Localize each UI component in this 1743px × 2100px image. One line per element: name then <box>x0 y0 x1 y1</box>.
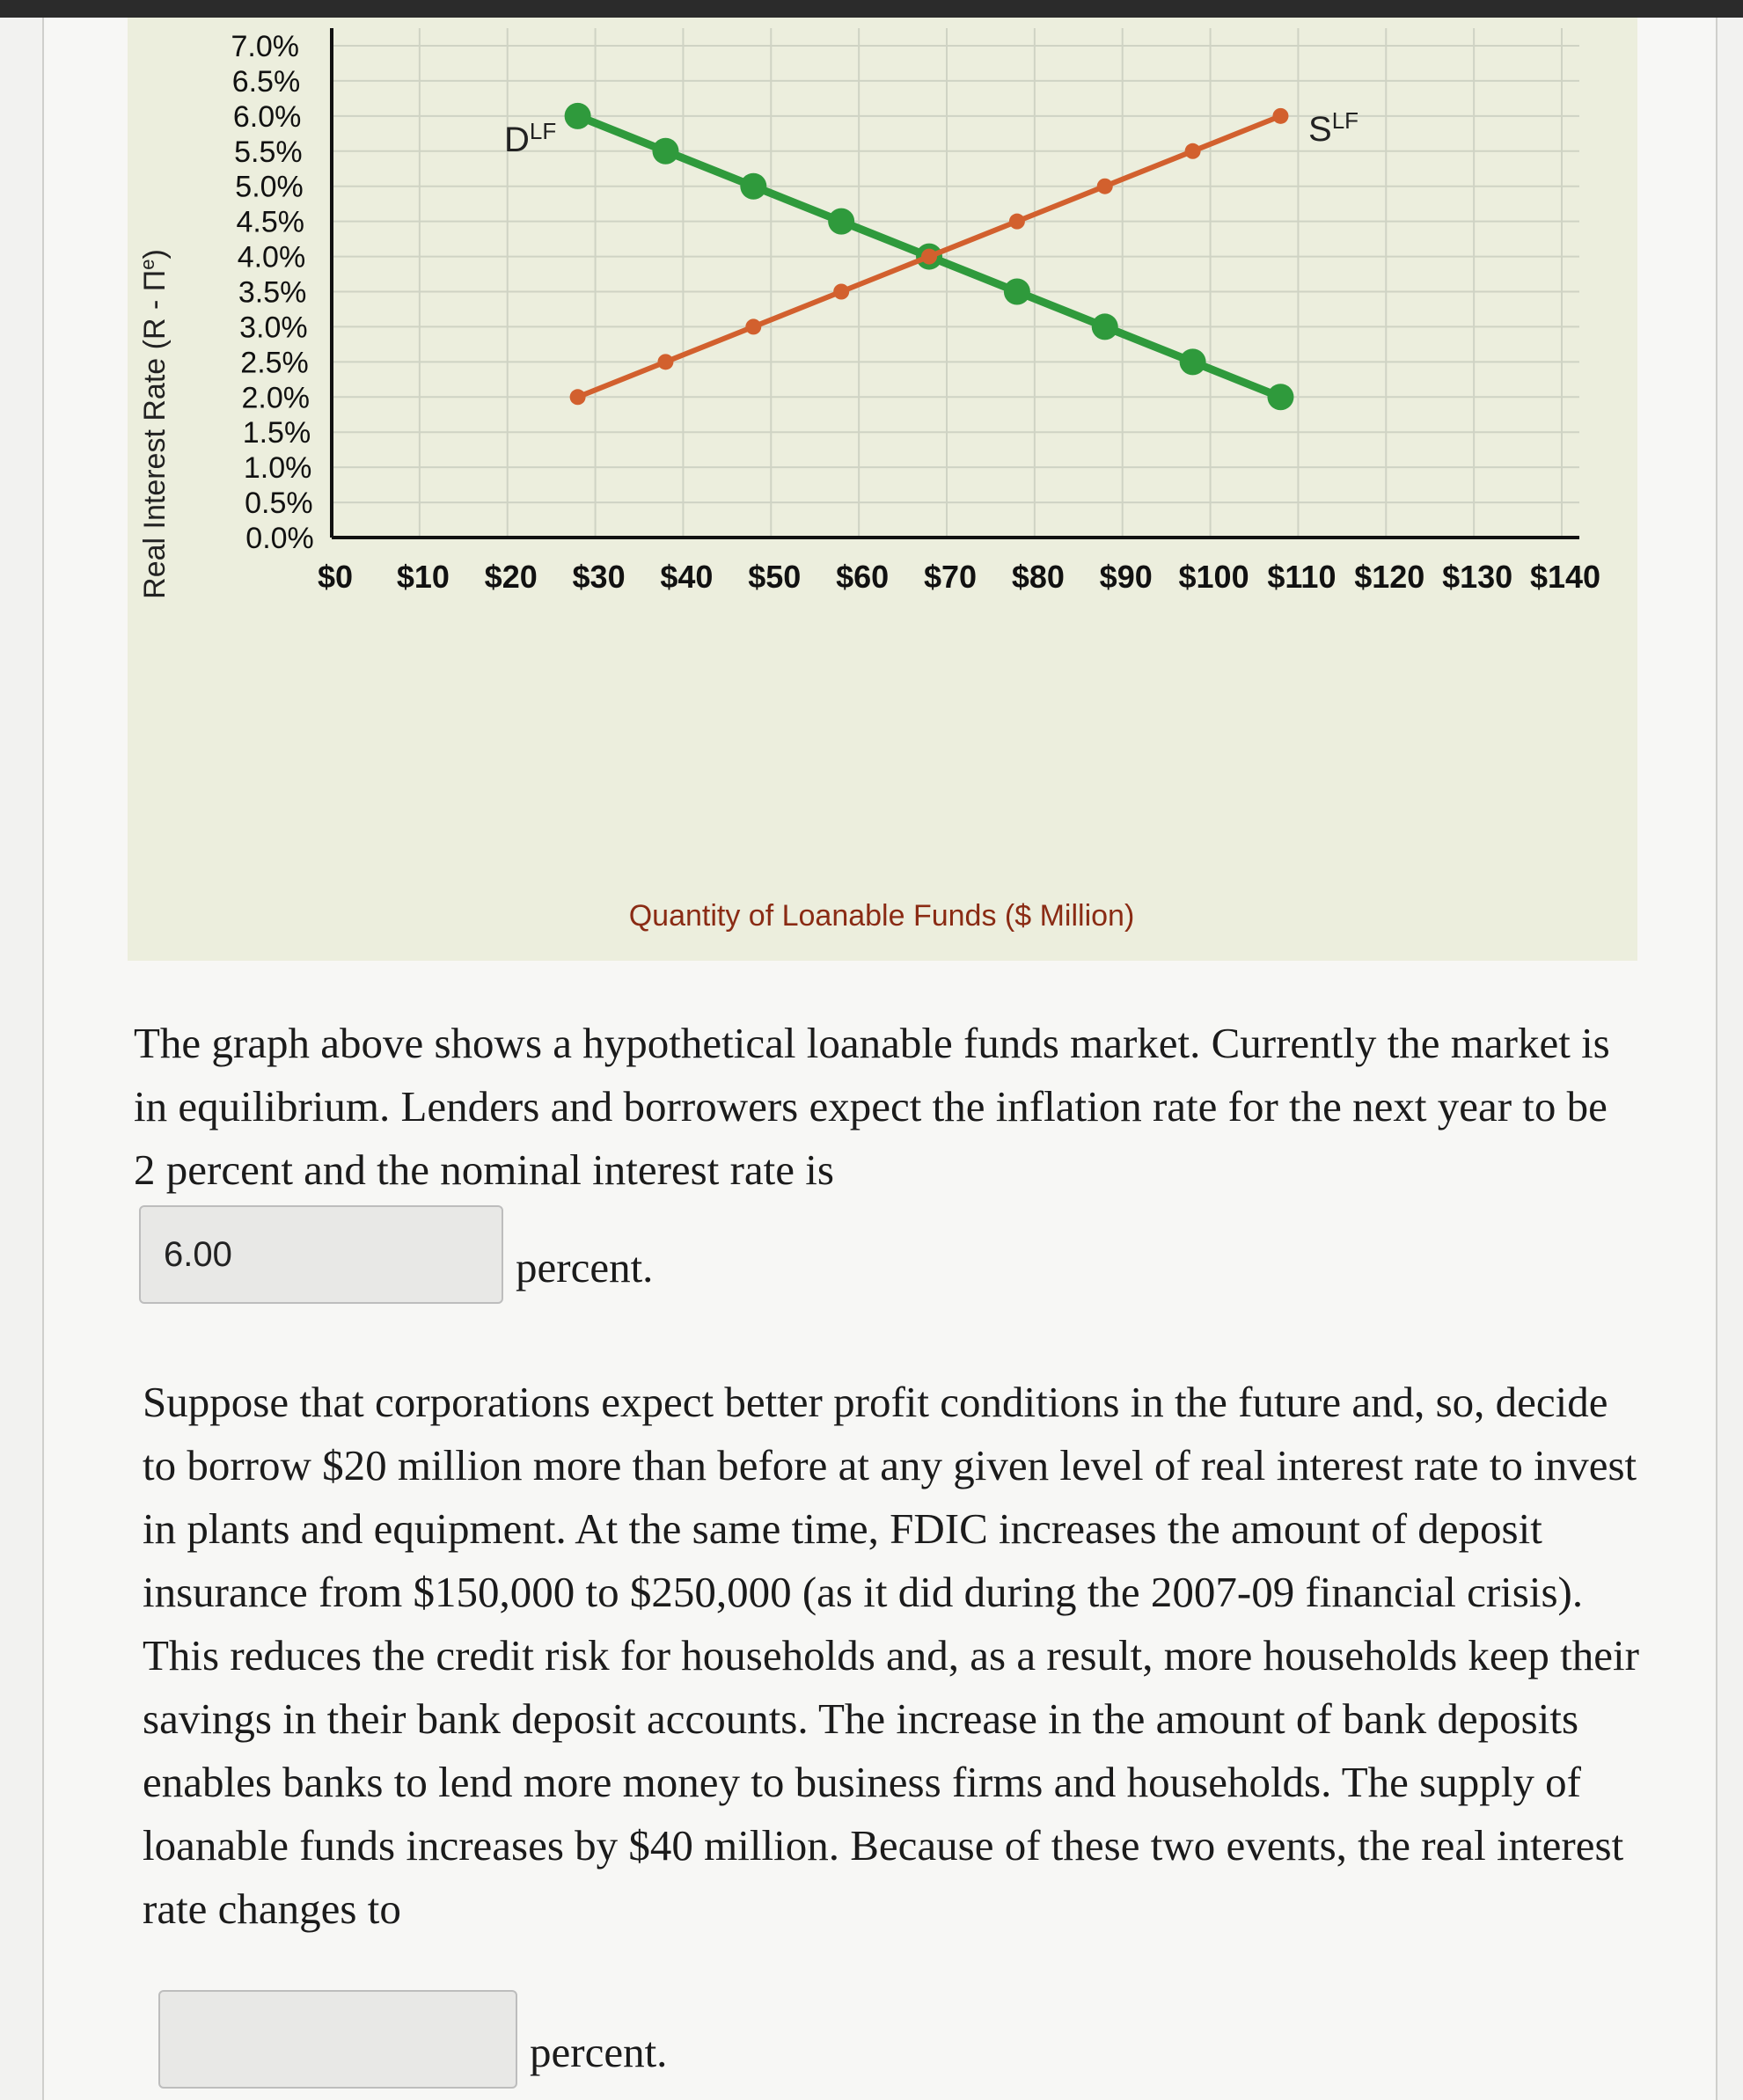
y-tick-label: 3.5% <box>238 275 307 310</box>
demand-point <box>1267 384 1293 410</box>
y-tick-label: 2.0% <box>241 381 310 415</box>
loanable-funds-chart <box>128 18 1637 961</box>
supply-point <box>833 284 849 300</box>
demand-point <box>1004 279 1030 305</box>
y-tick-label: 1.5% <box>242 416 311 450</box>
y-axis-title: Real Interest Rate $(R - \Pi^e)$ <box>136 249 172 599</box>
y-tick-label: 4.5% <box>236 205 304 239</box>
x-tick-labels <box>318 559 1600 595</box>
supply-point <box>1272 108 1288 124</box>
demand-curve-label: $D^{LF}$ <box>504 118 557 159</box>
supply-point <box>1009 214 1025 230</box>
x-axis-title: Quantity of Loanable Funds ($ Million) <box>628 899 1135 933</box>
x-tick-label: $70 <box>923 559 978 595</box>
y-tick-label: 0.0% <box>245 522 314 555</box>
y-tick-label: 3.0% <box>239 311 308 345</box>
question-paragraph-2: Suppose that corporations expect better profit conditions in the future and, so, decide to borrow $20 million more than before at any given level of real interest rate to invest in plants and equipment. At the same time, FDIC increases the amount of deposit insurance from $150,000 to $250,000 (as it did during the 2007-09 financial crisis). This reduces the credit risk for households and, as a result, more households keep their savings in their bank deposit accounts. The increase in the amount of bank deposits enables banks to lend more money to business firms and households. The supply of loanable funds increases by $40 million. Because of these two events, the real interest rate changes to <box>143 1378 1639 1933</box>
y-tick-label: 2.5% <box>240 346 309 380</box>
question-paragraph-1: The graph above shows a hypothetical loanable funds market. Currently the market is in equilibrium. Lenders and borrowers expect the inflation rate for the next year to be 2 percent and the nominal interest rate is <box>134 1019 1610 1194</box>
y-tick-label: 5.0% <box>235 170 304 204</box>
unit-label-2: percent. <box>530 2028 668 2076</box>
nominal-interest-rate-input[interactable]: 6.00 <box>139 1205 503 1304</box>
unit-label-1: percent. <box>516 1243 654 1291</box>
demand-point <box>565 103 591 129</box>
x-tick-label: $120 <box>1354 559 1425 595</box>
screen <box>0 18 1743 2100</box>
demand-point <box>740 173 766 200</box>
supply-point <box>570 389 586 405</box>
x-tick-label: $60 <box>836 559 890 595</box>
supply-point <box>921 249 937 265</box>
real-interest-rate-input[interactable] <box>158 1990 517 2089</box>
y-tick-label: 6.5% <box>231 64 301 99</box>
x-tick-label: $130 <box>1442 559 1513 595</box>
supply-curve-label: $S^{LF}$ <box>1308 107 1359 149</box>
demand-point <box>828 209 854 235</box>
supply-point <box>657 354 673 370</box>
x-tick-label: $40 <box>660 559 714 595</box>
y-tick-label: 1.0% <box>243 451 312 486</box>
x-tick-label: $20 <box>484 559 538 595</box>
x-tick-label: $50 <box>748 559 802 595</box>
x-tick-label: $30 <box>572 559 626 595</box>
x-tick-label: $110 <box>1267 559 1337 595</box>
x-tick-label: $90 <box>1099 559 1153 595</box>
supply-point <box>1097 179 1113 194</box>
x-tick-label: $100 <box>1178 559 1249 595</box>
chart-background <box>128 18 1637 961</box>
demand-point <box>1180 348 1206 375</box>
y-tick-label: 7.0% <box>231 30 299 63</box>
y-tick-label: 6.0% <box>232 99 302 134</box>
y-tick-label: 0.5% <box>245 487 313 521</box>
x-tick-label: $10 <box>396 559 450 595</box>
demand-point <box>652 138 678 165</box>
chart-svg <box>128 18 1637 961</box>
x-tick-label: $0 <box>317 559 354 595</box>
demand-point <box>1092 313 1118 340</box>
supply-point <box>745 318 761 334</box>
y-tick-label: 5.5% <box>234 135 303 169</box>
x-tick-label: $80 <box>1011 559 1065 595</box>
x-tick-label: $140 <box>1529 559 1601 595</box>
y-tick-label: 4.0% <box>237 240 306 274</box>
supply-point <box>1185 143 1201 159</box>
